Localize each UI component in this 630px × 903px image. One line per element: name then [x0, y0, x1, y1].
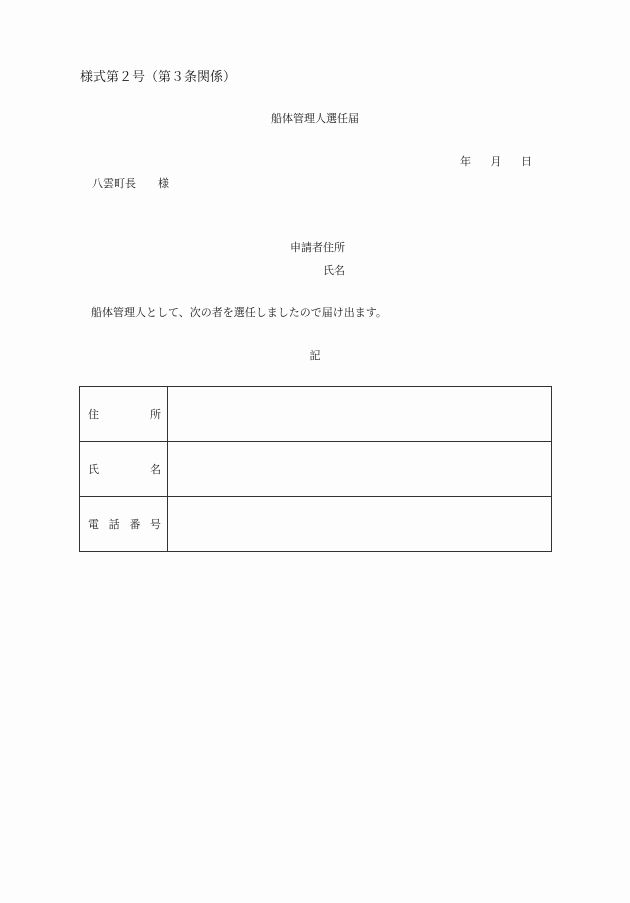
table-row-name — [80, 442, 552, 497]
body-text: 船体管理人として、次の者を選任しましたので届け出ます。 — [91, 306, 387, 319]
name-label-char: 名 — [150, 463, 161, 476]
phone-label-char: 番 — [129, 518, 141, 531]
address-value-cell[interactable] — [168, 387, 552, 442]
document-title: 船体管理人選任届 — [271, 112, 359, 125]
address-label-char: 所 — [150, 408, 161, 421]
addressee-name: 八雲町長 — [92, 177, 136, 190]
honorific: 様 — [158, 177, 169, 190]
applicant-address-label: 申請者住所 — [290, 241, 345, 254]
applicant-name-label: 氏名 — [323, 264, 345, 277]
phone-label-char: 話 — [108, 518, 120, 531]
form-number: 様式第２号（第３条関係） — [80, 70, 237, 85]
name-value-cell[interactable] — [168, 442, 552, 497]
addressee — [92, 175, 169, 191]
phone-label-char: 号 — [149, 518, 161, 531]
phone-label-cell — [80, 497, 168, 552]
phone-label-char: 電 — [88, 518, 99, 531]
ki-heading: 記 — [309, 349, 321, 362]
name-label-cell — [80, 442, 168, 497]
manager-info-table — [79, 386, 552, 552]
table-row-phone — [80, 497, 552, 552]
date-line: 年 月 日 — [460, 155, 532, 168]
address-label-cell — [80, 387, 168, 442]
phone-value-cell[interactable] — [168, 497, 552, 552]
address-label-char: 住 — [88, 408, 99, 421]
name-label-char: 氏 — [88, 463, 99, 476]
table-row-address — [80, 387, 552, 442]
